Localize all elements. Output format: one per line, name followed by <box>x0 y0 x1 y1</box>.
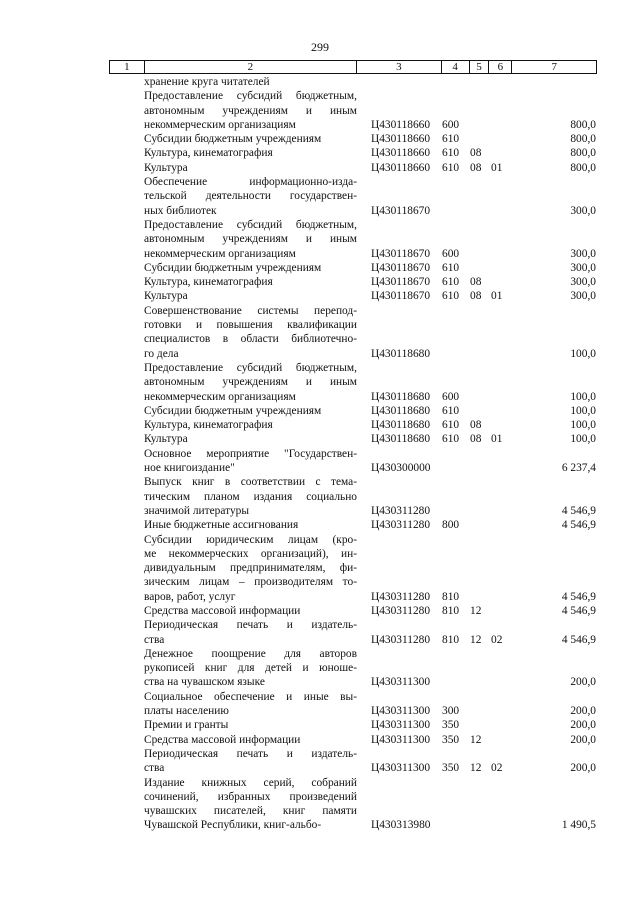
table-row <box>109 132 597 146</box>
row-section <box>470 675 490 689</box>
row-amount: 200,0 <box>570 762 596 775</box>
row-code: Ц430311300 <box>371 762 431 775</box>
table-row <box>109 604 597 618</box>
row-amount: 100,0 <box>570 404 596 417</box>
row-code: Ц430118670 <box>371 290 431 303</box>
row-name-line: Чувашской Республики, книг-альбо- <box>144 819 322 832</box>
table-row <box>109 275 597 289</box>
row-name-line: Предоставление субсидий бюджетным, <box>144 361 357 374</box>
row-name-line: Социальное обеспечение и иные вы- <box>144 690 357 703</box>
row-section <box>470 132 490 146</box>
row-code: Ц430118670 <box>371 204 431 217</box>
row-subsection <box>490 704 513 718</box>
table-row <box>109 261 597 275</box>
row-subsection <box>490 132 513 146</box>
row-section <box>470 390 490 404</box>
table-row <box>109 289 597 303</box>
row-amount: 300,0 <box>570 290 596 303</box>
row-subsection <box>490 504 513 518</box>
row-name-line: Средства массовой информации <box>144 604 301 617</box>
row-amount: 100,0 <box>570 419 596 432</box>
row-section: 12 <box>470 762 482 775</box>
row-expense-type <box>442 461 470 475</box>
row-name <box>144 432 357 446</box>
row-name-line: Выпуск книг в соответствии с тема- <box>144 476 357 489</box>
row-subsection <box>490 518 513 532</box>
row-expense-type: 610 <box>442 404 460 417</box>
header-col-2: 2 <box>145 61 357 73</box>
row-name-line: рукописей книг для детей и юноше- <box>144 662 357 675</box>
row-name <box>144 475 357 518</box>
row-name-line: ме некоммерческих организаций), ин- <box>144 547 357 560</box>
row-amount: 800,0 <box>570 133 596 146</box>
row-section <box>470 818 490 832</box>
row-expense-type: 610 <box>442 276 460 289</box>
row-section <box>470 718 490 732</box>
row-subsection: 02 <box>491 762 503 775</box>
row-amount: 300,0 <box>570 261 596 274</box>
table-row <box>109 475 597 518</box>
row-name-line: Денежное поощрение для авторов <box>144 647 357 660</box>
row-expense-type: 600 <box>442 118 460 131</box>
row-name <box>144 75 357 89</box>
row-code: Ц430118670 <box>371 247 431 260</box>
row-subsection <box>490 275 513 289</box>
row-section <box>470 247 490 261</box>
row-name <box>144 261 357 275</box>
row-expense-type: 810 <box>442 590 460 603</box>
row-section <box>470 118 490 132</box>
row-code: Ц430118660 <box>371 147 431 160</box>
row-name <box>144 533 357 604</box>
row-subsection <box>490 590 513 604</box>
row-amount: 300,0 <box>570 276 596 289</box>
row-section: 08 <box>470 147 482 160</box>
table-row <box>109 518 597 532</box>
header-col-4: 4 <box>442 61 470 73</box>
row-section <box>470 461 490 475</box>
row-code: Ц430118680 <box>371 347 431 360</box>
row-section <box>470 518 490 532</box>
row-expense-type <box>442 347 470 361</box>
row-name-line: Культура <box>144 290 188 303</box>
header-col-7: 7 <box>551 61 557 73</box>
table-row <box>109 418 597 432</box>
row-code: Ц430118670 <box>371 261 431 274</box>
row-name-line: автономным учреждениям и иным <box>144 104 357 117</box>
row-name-line: Обеспечение информационно-изда- <box>144 176 357 189</box>
page-number: 299 <box>311 40 329 54</box>
row-name <box>144 604 357 618</box>
row-expense-type: 610 <box>442 147 460 160</box>
row-code: Ц430118680 <box>371 419 431 432</box>
row-subsection <box>490 347 513 361</box>
row-name <box>144 175 357 218</box>
row-name-line: тическим планом издания социально <box>144 490 357 503</box>
row-name-line: Субсидии бюджетным учреждениям <box>144 404 322 417</box>
row-amount: 4 546,9 <box>561 633 596 646</box>
row-code: Ц430118660 <box>371 161 431 174</box>
table-row <box>109 75 597 89</box>
row-code: Ц430311280 <box>371 604 431 617</box>
table-row <box>109 718 597 732</box>
header-col-5: 5 <box>470 61 490 73</box>
row-section: 08 <box>470 419 482 432</box>
row-section <box>470 347 490 361</box>
row-name-line: ных библиотек <box>144 204 217 217</box>
table-row <box>109 161 597 175</box>
row-expense-type: 610 <box>442 433 460 446</box>
row-name <box>144 361 357 404</box>
row-amount: 200,0 <box>570 733 596 746</box>
row-subsection <box>490 418 513 432</box>
row-name <box>144 690 357 719</box>
row-name-line: некоммерческим организациям <box>144 118 296 131</box>
row-name <box>144 289 357 303</box>
row-name-line: значимой литературы <box>144 504 250 517</box>
row-name-line: Совершенствование системы перепод- <box>144 304 357 317</box>
table-header <box>109 60 597 74</box>
row-name-line: автономным учреждениям и иным <box>144 376 357 389</box>
row-name-line: дивидуальным предпринимателям, фи- <box>144 562 357 575</box>
row-name-line: ства на чувашском языке <box>144 676 265 689</box>
row-amount: 6 237,4 <box>561 462 596 475</box>
row-amount: 4 546,9 <box>561 604 596 617</box>
table-row <box>109 776 597 833</box>
row-amount: 800,0 <box>570 118 596 131</box>
row-name <box>144 161 357 175</box>
row-name-line: тельской деятельности государствен- <box>144 190 357 203</box>
row-code: Ц430311280 <box>371 590 431 603</box>
row-code: Ц430118660 <box>371 118 431 131</box>
row-section: 08 <box>470 433 482 446</box>
row-name-line: некоммерческим организациям <box>144 390 296 403</box>
table-row <box>109 218 597 261</box>
row-section: 12 <box>470 604 482 617</box>
row-amount: 200,0 <box>570 676 596 689</box>
row-name <box>144 518 357 532</box>
row-name <box>144 304 357 361</box>
table-row <box>109 361 597 404</box>
row-section: 12 <box>470 733 482 746</box>
row-name-line: сочинений, избранных произведений <box>144 790 357 803</box>
row-name-line: Субсидии бюджетным учреждениям <box>144 133 322 146</box>
row-subsection <box>490 718 513 732</box>
table-row <box>109 733 597 747</box>
row-amount: 200,0 <box>570 705 596 718</box>
header-col-1: 1 <box>110 61 145 73</box>
row-name-line: зическим лицам – производителям то- <box>144 576 357 589</box>
row-code: Ц430311300 <box>371 705 431 718</box>
row-expense-type: 300 <box>442 705 460 718</box>
row-subsection <box>490 146 513 160</box>
row-expense-type: 610 <box>442 419 460 432</box>
table-row <box>109 146 597 160</box>
row-amount: 300,0 <box>570 247 596 260</box>
table-row <box>109 432 597 446</box>
row-amount: 800,0 <box>570 161 596 174</box>
row-subsection: 01 <box>491 161 503 174</box>
row-code: Ц430118680 <box>371 404 431 417</box>
row-name-line: Культура <box>144 161 188 174</box>
row-subsection: 02 <box>491 633 503 646</box>
row-expense-type: 350 <box>442 762 460 775</box>
row-section <box>470 590 490 604</box>
row-code: Ц430300000 <box>371 462 431 475</box>
row-name <box>144 275 357 289</box>
row-amount: 300,0 <box>570 204 596 217</box>
row-name <box>144 647 357 690</box>
row-expense-type: 800 <box>442 519 460 532</box>
row-subsection <box>490 261 513 275</box>
row-amount: 1 490,5 <box>561 819 596 832</box>
table-row <box>109 304 597 361</box>
row-subsection <box>490 675 513 689</box>
row-name-line: Субсидии бюджетным учреждениям <box>144 261 322 274</box>
row-amount: 4 546,9 <box>561 590 596 603</box>
row-name-line: Издание книжных серий, собраний <box>144 776 357 789</box>
row-code: Ц430311280 <box>371 519 431 532</box>
row-name <box>144 89 357 132</box>
row-expense-type <box>442 675 470 689</box>
row-expense-type: 600 <box>442 247 460 260</box>
row-subsection <box>490 604 513 618</box>
row-expense-type: 600 <box>442 390 460 403</box>
row-section <box>470 504 490 518</box>
row-code: Ц430118680 <box>371 390 431 403</box>
budget-table-body <box>109 75 597 833</box>
row-name-line: хранение круга читателей <box>144 76 270 88</box>
table-row <box>109 747 597 776</box>
row-name-line: Культура, кинематография <box>144 276 273 289</box>
row-name-line: ства <box>144 762 165 775</box>
row-amount: 100,0 <box>570 347 596 360</box>
row-expense-type <box>442 818 470 832</box>
row-code: Ц430311300 <box>371 676 431 689</box>
row-amount: 4 546,9 <box>561 504 596 517</box>
row-amount: 4 546,9 <box>561 519 596 532</box>
row-section: 08 <box>470 276 482 289</box>
row-name-line: Основное мероприятие "Государствен- <box>144 447 357 460</box>
row-subsection <box>490 733 513 747</box>
table-row <box>109 447 597 476</box>
row-name-line: готовки и повышения квалификации <box>144 319 357 332</box>
row-name-line: Предоставление субсидий бюджетным, <box>144 90 357 103</box>
row-expense-type: 610 <box>442 161 460 174</box>
row-section <box>470 204 490 218</box>
row-name <box>144 733 357 747</box>
table-row <box>109 89 597 132</box>
row-code: Ц430118660 <box>371 133 431 146</box>
row-subsection <box>490 818 513 832</box>
row-name <box>144 776 357 833</box>
row-name-line: варов, работ, услуг <box>144 590 236 603</box>
row-name-line: ства <box>144 633 165 646</box>
row-section <box>470 704 490 718</box>
row-name-line: Субсидии юридическим лицам (кро- <box>144 533 357 546</box>
row-name-line: чувашских писателей, книг памяти <box>144 805 357 818</box>
row-amount: 200,0 <box>570 719 596 732</box>
row-name-line: Культура <box>144 433 188 446</box>
row-expense-type: 350 <box>442 733 460 746</box>
row-expense-type <box>442 504 470 518</box>
row-amount: 800,0 <box>570 147 596 160</box>
row-amount: 100,0 <box>570 390 596 403</box>
row-code: Ц430118670 <box>371 276 431 289</box>
row-name-line: некоммерческим организациям <box>144 247 296 260</box>
row-name <box>144 218 357 261</box>
row-subsection <box>490 461 513 475</box>
row-subsection: 01 <box>491 433 503 446</box>
row-name-line: го дела <box>144 347 179 360</box>
row-name-line: Культура, кинематография <box>144 147 273 160</box>
row-section: 08 <box>470 290 482 303</box>
row-expense-type: 610 <box>442 290 460 303</box>
row-expense-type: 350 <box>442 719 460 732</box>
row-subsection <box>490 404 513 418</box>
row-name-line: Периодическая печать и издатель- <box>144 619 357 632</box>
row-name-line: специалистов в области библиотечно- <box>144 333 357 346</box>
table-row <box>109 647 597 690</box>
row-name <box>144 132 357 146</box>
row-subsection: 01 <box>491 290 503 303</box>
row-name <box>144 404 357 418</box>
row-name <box>144 418 357 432</box>
row-name-line: Предоставление субсидий бюджетным, <box>144 218 357 231</box>
header-col-6: 6 <box>489 61 512 73</box>
row-amount: 100,0 <box>570 433 596 446</box>
row-name-line: платы населению <box>144 705 229 718</box>
row-subsection <box>490 247 513 261</box>
row-section <box>470 404 490 418</box>
table-row <box>109 533 597 604</box>
row-expense-type: 810 <box>442 604 460 617</box>
row-code: Ц430311280 <box>371 633 431 646</box>
row-code: Ц430311280 <box>371 504 431 517</box>
table-row <box>109 175 597 218</box>
row-section: 12 <box>470 633 482 646</box>
row-name <box>144 618 357 647</box>
row-expense-type: 810 <box>442 633 460 646</box>
table-row <box>109 690 597 719</box>
row-name-line: Иные бюджетные ассигнования <box>144 519 299 532</box>
row-name-line: Культура, кинематография <box>144 419 273 432</box>
row-code: Ц430311300 <box>371 719 431 732</box>
row-code: Ц430311300 <box>371 733 431 746</box>
row-name <box>144 146 357 160</box>
row-code: Ц430118680 <box>371 433 431 446</box>
row-expense-type: 610 <box>442 133 460 146</box>
row-name-line: ное книгоиздание" <box>144 462 235 475</box>
row-subsection <box>490 204 513 218</box>
header-col-3: 3 <box>357 61 442 73</box>
row-code: Ц430313980 <box>371 819 431 832</box>
row-section <box>470 261 490 275</box>
table-row <box>109 404 597 418</box>
row-name <box>144 747 357 776</box>
row-name-line: автономным учреждениям и иным <box>144 233 357 246</box>
row-name-line: Средства массовой информации <box>144 733 301 746</box>
row-name <box>144 447 357 476</box>
row-name <box>144 718 357 732</box>
row-expense-type <box>442 204 470 218</box>
row-name-line: Премии и гранты <box>144 719 229 732</box>
row-expense-type: 610 <box>442 261 460 274</box>
row-section: 08 <box>470 161 482 174</box>
row-subsection <box>490 118 513 132</box>
table-row <box>109 618 597 647</box>
row-subsection <box>490 390 513 404</box>
row-name-line: Периодическая печать и издатель- <box>144 747 357 760</box>
